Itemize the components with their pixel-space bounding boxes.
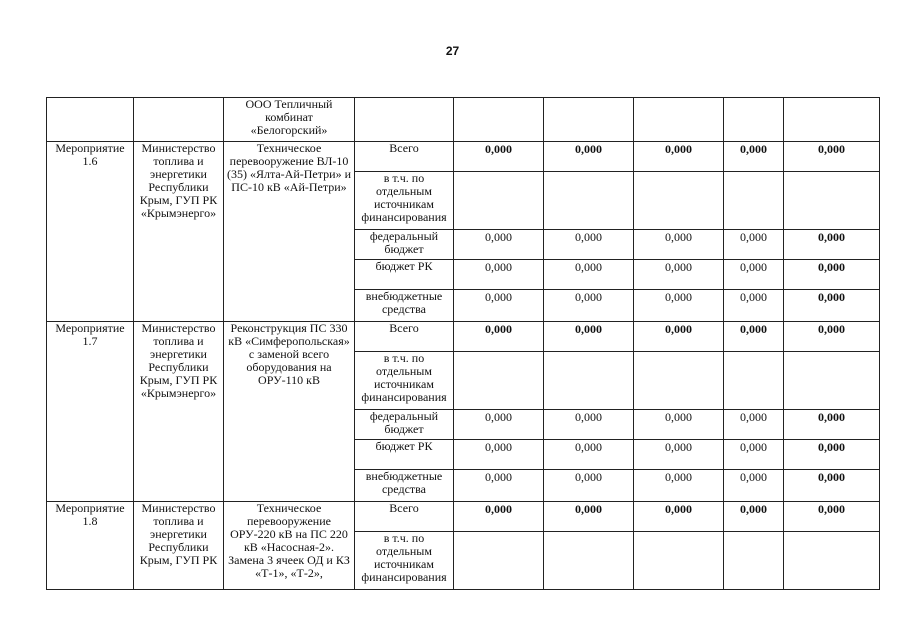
funding-source: федеральный бюджет [355, 230, 454, 260]
value-cell: 0,000 [634, 322, 724, 352]
value-cell: 0,000 [454, 410, 544, 440]
empty-cell [355, 98, 454, 142]
value-cell: 0,000 [544, 260, 634, 290]
value-cell [634, 352, 724, 410]
value-cell: 0,000 [724, 440, 784, 470]
value-cell: 0,000 [544, 502, 634, 532]
value-cell: 0,000 [544, 322, 634, 352]
value-cell: 0,000 [634, 470, 724, 502]
value-cell: 0,000 [784, 142, 880, 172]
empty-cell [134, 98, 224, 142]
value-cell: 0,000 [544, 142, 634, 172]
measure-name: Мероприятие 1.8 [47, 502, 134, 590]
continuation-executor: ООО Тепличный комбинат «Белогорский» [224, 98, 355, 142]
value-cell: 0,000 [454, 440, 544, 470]
value-cell: 0,000 [724, 260, 784, 290]
table-row [47, 502, 880, 532]
value-cell [454, 532, 544, 590]
value-cell: 0,000 [724, 142, 784, 172]
value-cell: 0,000 [454, 470, 544, 502]
measure-description: Реконструкция ПС 330 кВ «Симферопольская» с заменой всего оборудования на ОРУ-110 кВ [224, 322, 355, 502]
funding-source: Всего [355, 322, 454, 352]
value-cell: 0,000 [784, 470, 880, 502]
budget-table [46, 97, 880, 590]
continuation-row [47, 98, 880, 142]
funding-source: в т.ч. по отдельным источникам финансирования [355, 352, 454, 410]
page-number: 27 [445, 44, 460, 58]
value-cell: 0,000 [544, 440, 634, 470]
table-row [47, 142, 880, 172]
measure-name: Мероприятие 1.7 [47, 322, 134, 502]
value-cell: 0,000 [544, 470, 634, 502]
value-cell: 0,000 [454, 502, 544, 532]
value-cell [724, 172, 784, 230]
value-cell: 0,000 [784, 290, 880, 322]
value-cell: 0,000 [544, 410, 634, 440]
value-cell: 0,000 [724, 502, 784, 532]
value-cell: 0,000 [634, 142, 724, 172]
measure-description: Техническое перевооружение ОРУ-220 кВ на ПС 220 кВ «Насосная-2». Замена 3 ячеек ОД и КЗ «Т-1», «Т-2», [224, 502, 355, 590]
value-cell [784, 352, 880, 410]
funding-source: внебюджетные средства [355, 290, 454, 322]
funding-source: в т.ч. по отдельным источникам финансирования [355, 172, 454, 230]
value-cell: 0,000 [634, 230, 724, 260]
measure-description: Техническое перевооружение ВЛ-10 (35) «Ялта-Ай-Петри» и ПС-10 кВ «Ай-Петри» [224, 142, 355, 322]
value-cell: 0,000 [784, 322, 880, 352]
table-row [47, 322, 880, 352]
funding-source: Всего [355, 142, 454, 172]
empty-cell [634, 98, 724, 142]
value-cell: 0,000 [724, 290, 784, 322]
measure-name: Мероприятие 1.6 [47, 142, 134, 322]
value-cell [454, 172, 544, 230]
value-cell [634, 532, 724, 590]
measure-executor: Министерство топлива и энергетики Республики Крым, ГУП РК «Крымэнерго» [134, 322, 224, 502]
value-cell: 0,000 [544, 230, 634, 260]
value-cell [784, 532, 880, 590]
measure-executor: Министерство топлива и энергетики Республики Крым, ГУП РК [134, 502, 224, 590]
value-cell: 0,000 [724, 322, 784, 352]
funding-source: бюджет РК [355, 440, 454, 470]
empty-cell [47, 98, 134, 142]
value-cell: 0,000 [784, 260, 880, 290]
value-cell: 0,000 [544, 290, 634, 322]
value-cell: 0,000 [784, 502, 880, 532]
value-cell: 0,000 [634, 410, 724, 440]
empty-cell [544, 98, 634, 142]
value-cell [724, 352, 784, 410]
funding-source: внебюджетные средства [355, 470, 454, 502]
value-cell: 0,000 [634, 290, 724, 322]
measure-executor: Министерство топлива и энергетики Республики Крым, ГУП РК «Крымэнерго» [134, 142, 224, 322]
empty-cell [724, 98, 784, 142]
value-cell [544, 532, 634, 590]
empty-cell [784, 98, 880, 142]
value-cell: 0,000 [784, 440, 880, 470]
value-cell: 0,000 [724, 230, 784, 260]
value-cell: 0,000 [454, 142, 544, 172]
value-cell: 0,000 [634, 260, 724, 290]
value-cell: 0,000 [634, 502, 724, 532]
value-cell: 0,000 [634, 440, 724, 470]
funding-source: в т.ч. по отдельным источникам финансирования [355, 532, 454, 590]
funding-source: федеральный бюджет [355, 410, 454, 440]
value-cell: 0,000 [454, 290, 544, 322]
value-cell: 0,000 [724, 410, 784, 440]
value-cell: 0,000 [784, 230, 880, 260]
value-cell: 0,000 [454, 260, 544, 290]
funding-source: бюджет РК [355, 260, 454, 290]
value-cell [454, 352, 544, 410]
value-cell [784, 172, 880, 230]
funding-source: Всего [355, 502, 454, 532]
empty-cell [454, 98, 544, 142]
value-cell [544, 352, 634, 410]
value-cell: 0,000 [454, 322, 544, 352]
value-cell: 0,000 [784, 410, 880, 440]
value-cell: 0,000 [454, 230, 544, 260]
value-cell: 0,000 [724, 470, 784, 502]
value-cell [544, 172, 634, 230]
value-cell [634, 172, 724, 230]
value-cell [724, 532, 784, 590]
